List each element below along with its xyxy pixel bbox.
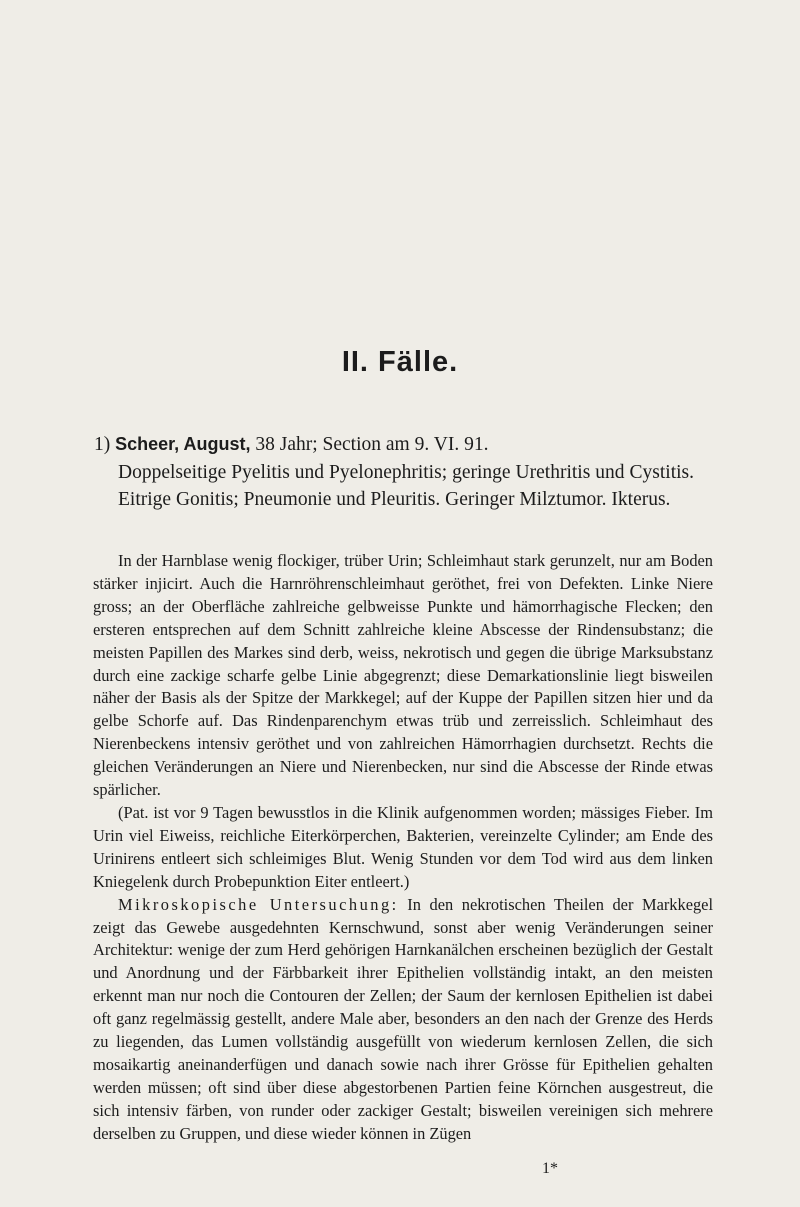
case-report-body [93,550,713,1146]
case-details: 38 Jahr; Section am 9. VI. 91. [255,434,489,455]
section-heading: II. Fälle. [341,346,459,378]
case-header [94,431,694,514]
case-number: 1) [94,434,111,455]
patient-name: Scheer, August, [115,434,251,454]
paragraph-autopsy-findings: In der Harnblase wenig flockiger, trüber Urin; Schleimhaut stark gerunzelt, nur am Boden stärker injicirt. Auch die Harnröhrenschleimhaut geröthet, frei von Defekten. Linke Niere gross; an der Oberfläche zahlreiche gelbweisse Punkte und hämorrhagische Flecken; den ersteren entsprechen auf dem Schnitt zahlreiche kleine Abscesse der Rindensubstanz; die meisten Papillen des Markes sind derb, weiss, nekrotisch und gegen die übrige Marksubstanz durch eine zackige scharfe gelbe Linie abgegrenzt; diese Demarkationslinie liegt bisweilen näher der Basis als der Spitze der Markkegel; auf der Kuppe der Papillen sitzen hier und da gelbe Schorfe auf. Das Rindenparenchym etwas trüb und zerreisslich. Schleimhaut des Nierenbeckens intensiv geröthet und von zahlreichen Hämorrhagien durchsetzt. Rechts die gleichen Veränderungen an Niere und Nierenbecken, nur sind die Abscesse der Rinde etwas spärlicher. [93,551,713,800]
printer-signature-mark: 1* [542,1160,558,1177]
paragraph-microscopy [93,894,713,1146]
microscopy-text: In den nekrotischen Theilen der Markkegel zeigt das Gewebe ausgedehnten Kernschwund, sonst aber wenig Veränderungen seiner Architektur: wenige der zum Herd gehörigen Harnkanälchen erscheinen bezüglich der Gestalt und Anordnung und der Färbbarkeit ihrer Epithelien vollständig intakt, an den meisten erkennt man nur noch die Contouren der Zellen; der Saum der kernlosen Epithelien ist dabei oft ganz regelmässig gestellt, andere Male aber, besonders an den nach der Grenze des Herds zu liegenden, das Lumen vollständig ausgefüllt von wiederum kernlosen Zellen, die sich mosaikartig aneinanderfügen und danach sowie nach ihrer Grösse für Epithelien gehalten werden müssen; oft sind über diese abgestorbenen Partien feine Körnchen ausgestreut, die sich intensiv färben, von runder oder zackiger Gestalt; bisweilen vereinigen sich mehrere derselben zu Gruppen, und diese wieder können in Zügen [93,894,713,1143]
microscopy-label: Mikroskopische Untersuchung: [118,894,399,914]
case-summary: Doppelseitige Pyelitis und Pyelonephritis; geringe Urethritis und Cystitis. Eitrige Gonitis; Pneumonie und Pleuritis. Geringer Milztumor. Ikterus. [118,461,694,510]
paragraph-clinical-history: (Pat. ist vor 9 Tagen bewusstlos in die Klinik aufgenommen worden; mässiges Fieber. Im Urin viel Eiweiss, reichliche Eiterkörperchen, Bakterien, vereinzelte Cylinder; am Ende des Urinirens entleert sich schleimiges Blut. Wenig Stunden vor dem Tod wird aus dem linken Kniegelenk durch Probepunktion Eiter entleert.) [93,802,713,891]
case-title-line [94,431,694,459]
